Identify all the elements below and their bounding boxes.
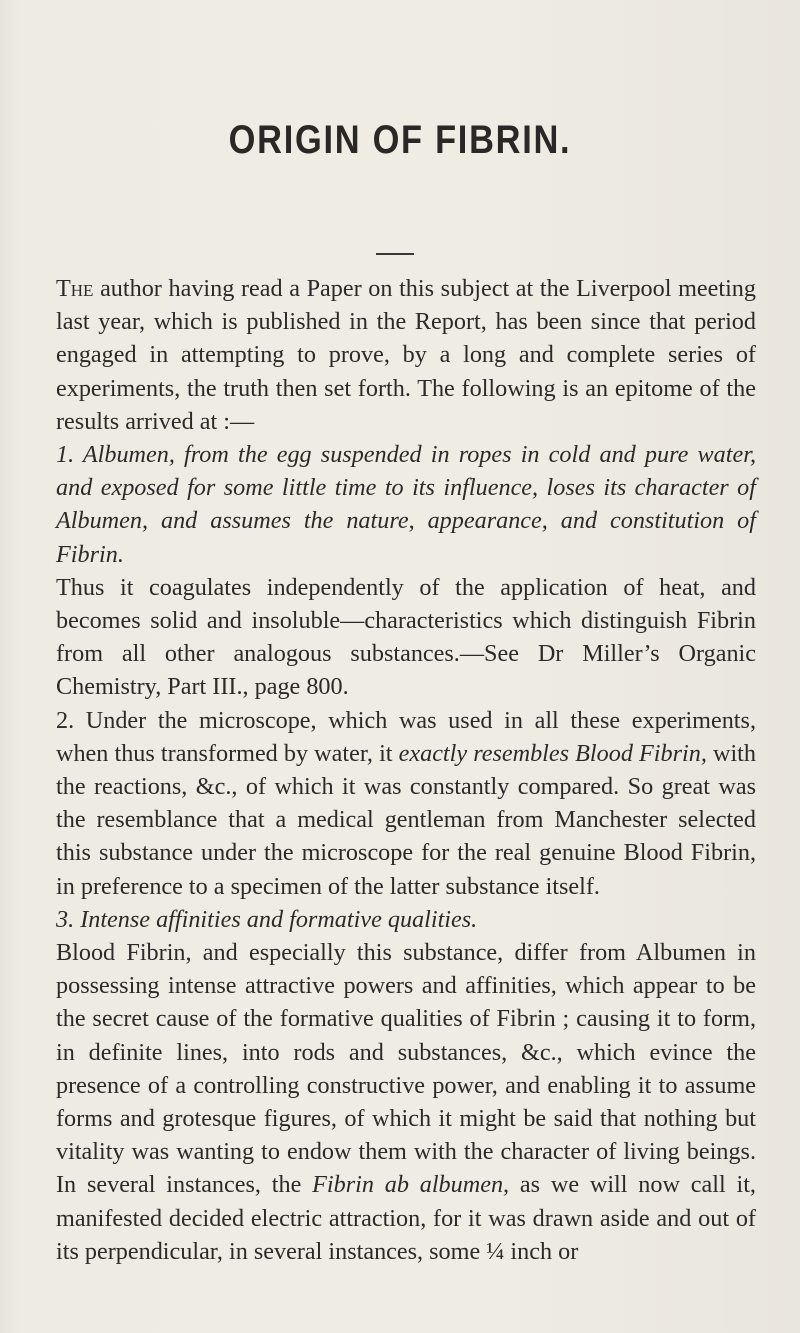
finding-2-paragraph	[56, 704, 756, 903]
finding-2-text-a: 2. Under the microscope, which was used in all these experiments, when thus transformed by water, it	[56, 706, 756, 767]
finding-3-text-b: as we will now call it, manifested decided electric attraction, for it was drawn aside and out of its perpendicular, in several instances, some ¼ inch or	[56, 1171, 756, 1265]
finding-3-paragraph	[56, 936, 756, 1268]
finding-3-italic-term: Fibrin ab albumen,	[312, 1171, 510, 1199]
finding-2-italic: exactly resembles Blood Fibrin,	[398, 739, 707, 767]
finding-1-italic: 1. Albumen, from the egg suspended in ropes in cold and pure water, and exposed for some little time to its influence, loses its character of Albumen, and assumes the nature, appearance, and constitution of Fibrin.	[56, 441, 756, 568]
finding-3-text-a: Blood Fibrin, and especially this substance, differ from Albumen in possessing intense attractive powers and affinities, which appear to be the secret cause of the formative qualities of Fibrin ; causing it to form, in definite lines, into rods and substances, &c., which evince the presence of a controlling constructive power, and enabling it to assume forms and grotesque figures, of which it might be said that nothing but vitality was wanting to endow them with the character of living beings. In several instances, the	[56, 939, 756, 1199]
intro-text: author having read a Paper on this subject at the Liverpool meeting last year, which is published in the Report, has been since that period engaged in attempting to prove, by a long and complete series of experiments, the truth then set forth. The following is an epitome of the results arrived at :—	[56, 275, 756, 435]
finding-3-italic: 3. Intense affinities and formative qualities.	[56, 905, 478, 933]
intro-paragraph	[56, 272, 756, 438]
finding-3-heading	[56, 903, 756, 936]
finding-2-text-b: with the reactions, &c., of which it was constantly compared. So great was the resemblance that a medical gentleman from Manchester selected this substance under the microscope for the real genuine Blood Fibrin, in preference to a specimen of the latter substance itself.	[56, 739, 756, 900]
title-divider-rule	[376, 253, 414, 255]
finding-1-paragraph: Thus it coagulates independently of the application of heat, and becomes solid and insoluble—characteristics which distinguish Fibrin from all other analogous substances.—See Dr Miller’s Organic Chemistry, Part III., page 800.	[56, 573, 756, 701]
body-text	[56, 272, 756, 1268]
intro-lead-word: The	[56, 275, 94, 302]
finding-1-heading	[56, 438, 756, 571]
page-title: ORIGIN OF FIBRIN.	[228, 118, 572, 162]
